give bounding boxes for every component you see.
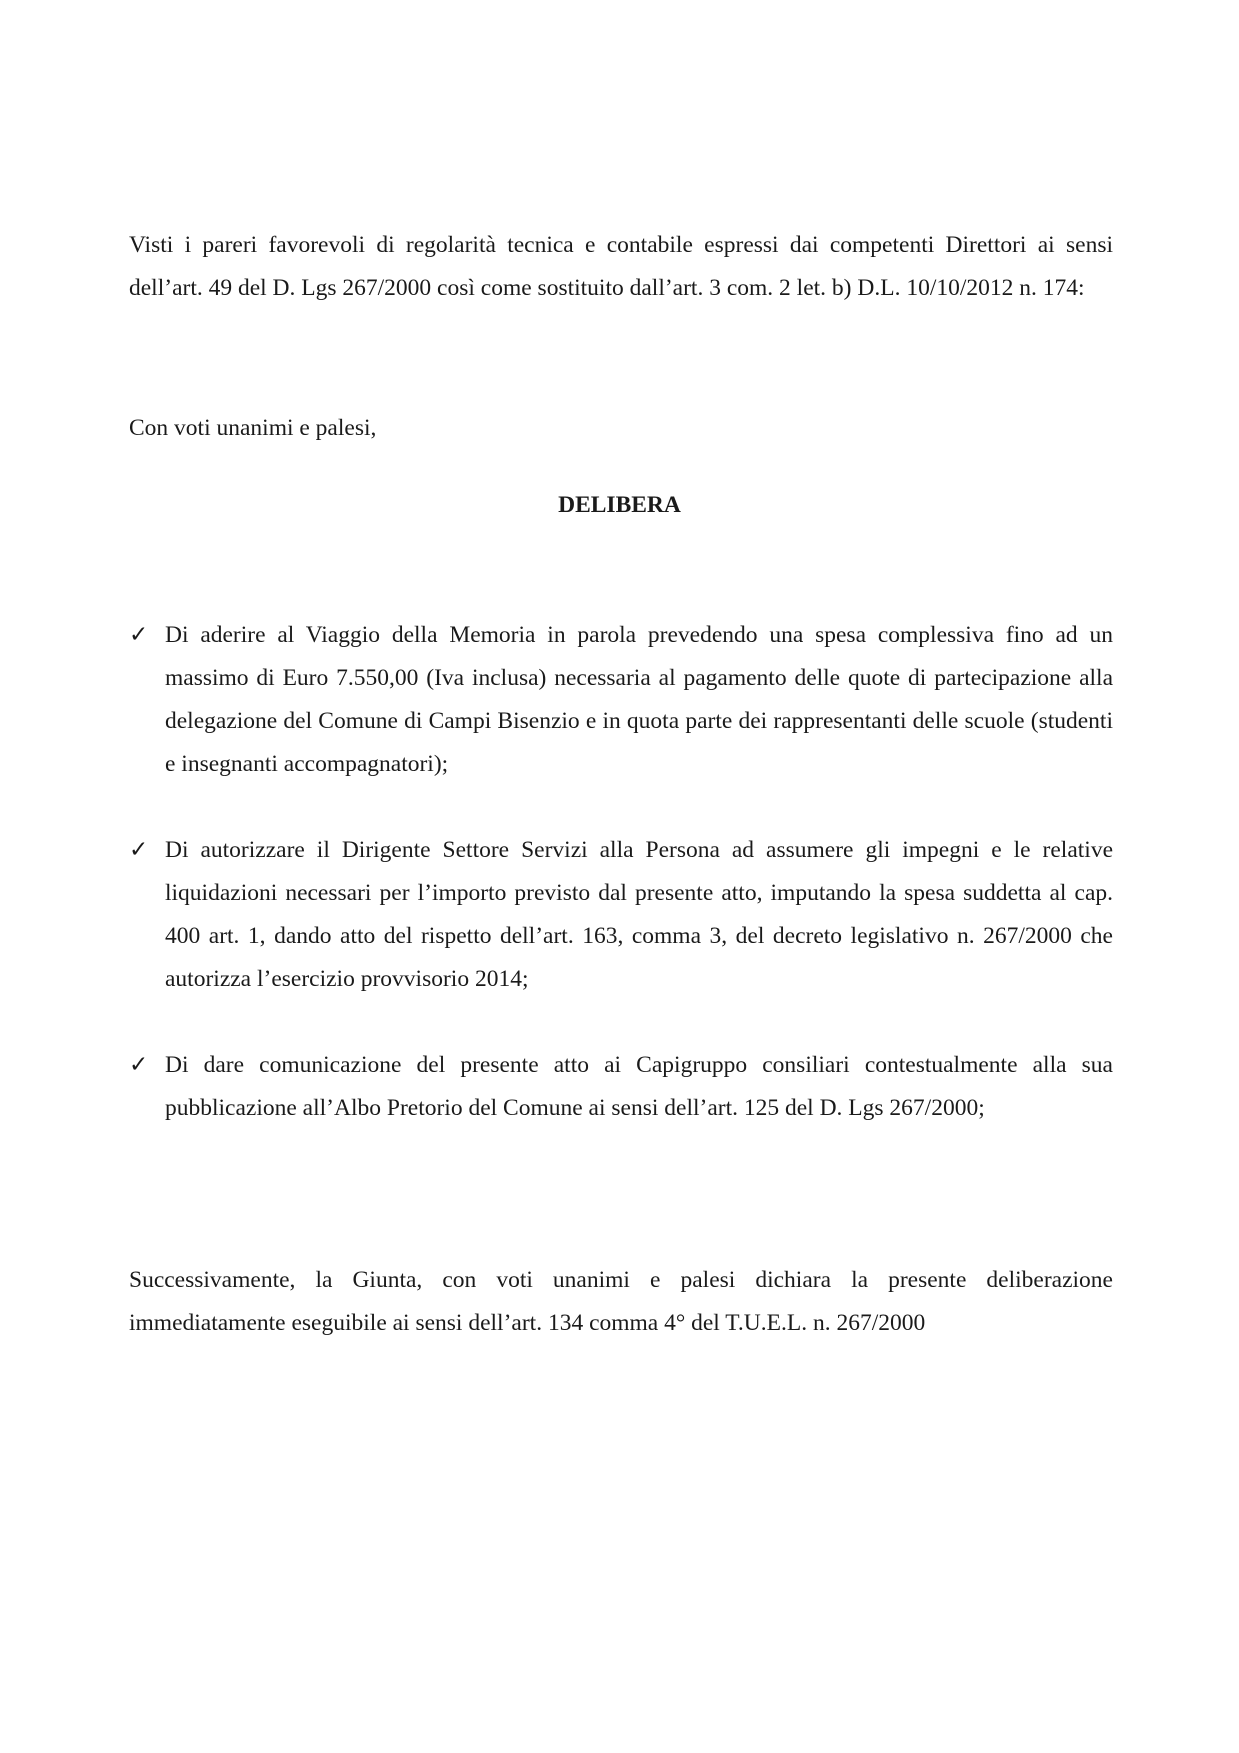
paragraph-con-voti: Con voti unanimi e palesi, (129, 415, 377, 441)
list-item (129, 829, 1113, 1001)
paragraph-visti: Visti i pareri favorevoli di regolarità tecnica e contabile espressi dai competenti Direttori ai sensi dell’art. 49 del D. Lgs 267/2000 così come sostituito dall’art. 3 com. 2 let. b) D.L. 10/10/2012 n. 174: (129, 232, 1113, 301)
list-item-text: Di autorizzare il Dirigente Settore Servizi alla Persona ad assumere gli impegni e le relative liquidazioni necessari per l’importo previsto dal presente atto, imputando la spesa suddetta al cap. 400 art. 1, dando atto del rispetto dell’art. 163, comma 3, del decreto legislativo n. 267/2000 che autorizza l’esercizio provvisorio 2014; (165, 837, 1113, 992)
list-item-text: Di aderire al Viaggio della Memoria in parola prevedendo una spesa complessiva fino ad un massimo di Euro 7.550,00 (Iva inclusa) necessaria al pagamento delle quote di partecipazione alla delegazione del Comune di Campi Bisenzio e in quota parte dei rappresentanti delle scuole (studenti e insegnanti accompagnatori); (165, 622, 1113, 777)
check-icon: ✓ (129, 622, 149, 648)
list-item (129, 614, 1113, 786)
check-icon: ✓ (129, 1052, 149, 1078)
list-item-text: Di dare comunicazione del presente atto ai Capigruppo consiliari contestualmente alla sua pubblicazione all’Albo Pretorio del Comune ai sensi dell’art. 125 del D. Lgs 267/2000; (165, 1052, 1113, 1121)
paragraph-successivamente: Successivamente, la Giunta, con voti unanimi e palesi dichiara la presente deliberazione immediatamente eseguibile ai sensi dell’art. 134 comma 4° del T.U.E.L. n. 267/2000 (129, 1267, 1113, 1336)
list-item (129, 1044, 1113, 1130)
check-icon: ✓ (129, 837, 149, 863)
delibera-title: DELIBERA (558, 492, 681, 518)
